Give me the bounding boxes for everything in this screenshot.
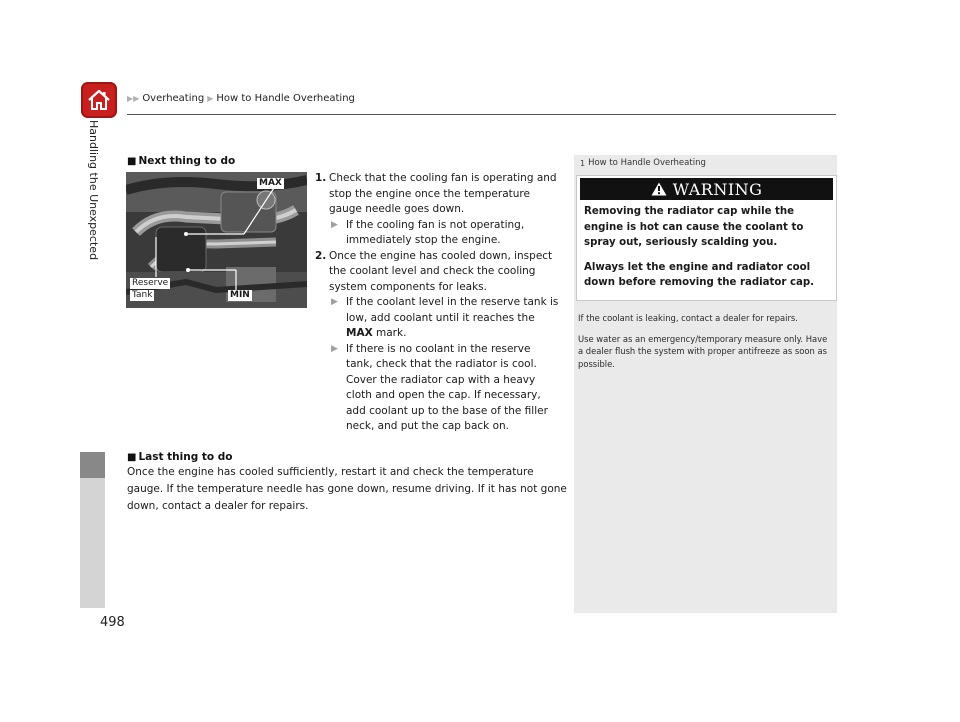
section-heading-next: ■ Next thing to do — [127, 155, 236, 167]
chevron-right-icon: ▶ — [207, 94, 214, 103]
step-2: 2. Once the engine has cooled down, inspect the coolant level and check the cooling system components for leaks. — [315, 249, 553, 293]
breadcrumb — [127, 93, 355, 104]
last-thing-paragraph: Once the engine has cooled sufficiently, restart it and check the temperature gauge. If the temperature needle has gone down, resume driving. If it has not gone down, contact a dealer for repairs. — [127, 466, 567, 512]
step-2-sub-1: ▶ If the coolant level in the reserve tank is low, add coolant until it reaches the MAX mark. — [331, 296, 559, 339]
arrow-right-icon: ▶ — [331, 219, 338, 230]
warning-triangle-icon — [651, 182, 667, 196]
max-label: MAX — [259, 178, 282, 188]
side-strip — [80, 478, 105, 608]
warning-text: Removing the radiator cap while the engine is hot can cause the coolant to spray out, seriously scalding you. Always let the engine and radiator cool down before removing the radiator cap. — [584, 206, 815, 288]
page-number: 498 — [100, 615, 125, 630]
min-label: MIN — [230, 290, 250, 300]
reserve-label: Reserve — [132, 278, 169, 288]
arrow-right-icon: ▶ — [331, 297, 338, 307]
sidenote-text: If the coolant is leaking, contact a dealer for repairs. Use water as an emergency/temporary measure only. Have a dealer flush the system with proper antifreeze as soon as possible. — [578, 313, 828, 369]
side-tab-marker[interactable] — [80, 452, 105, 478]
sidenote-title: 1 How to Handle Overheating — [580, 158, 706, 168]
breadcrumb-item-current[interactable]: How to Handle Overheating — [216, 93, 355, 104]
square-bullet-icon: ■ — [127, 452, 137, 463]
warning-box — [576, 175, 837, 301]
steps-list — [315, 171, 560, 435]
step-2-sub-2: ▶ If there is no coolant in the reserve tank, check that the radiator is cool. Cover the radiator cap with a heavy cloth and open the cap. If necessary, add coolant up to the base of the filler neck, and put the cap back on. — [331, 342, 548, 432]
sidenote-panel — [574, 155, 837, 613]
header-divider — [127, 114, 836, 115]
tank-label: Tank — [132, 290, 153, 300]
home-icon — [85, 86, 113, 114]
home-button[interactable] — [81, 82, 117, 118]
section-heading-last: ■ Last thing to do — [127, 451, 233, 463]
chevron-right-icon: ▶▶ — [127, 94, 140, 103]
warning-header: WARNING — [580, 178, 833, 200]
side-tab-label: Handling the Unexpected — [87, 120, 100, 261]
engine-bay-figure — [126, 172, 307, 308]
reference-number: 1 — [580, 158, 586, 168]
breadcrumb-item-overheating[interactable]: Overheating — [142, 93, 205, 104]
arrow-right-icon: ▶ — [331, 343, 338, 354]
square-bullet-icon: ■ — [127, 156, 137, 167]
step-1: 1. Check that the cooling fan is operating and stop the engine once the temperature gauge needle goes down. — [315, 172, 557, 215]
step-1-sub-1: ▶ If the cooling fan is not operating, immediately stop the engine. — [331, 218, 525, 246]
